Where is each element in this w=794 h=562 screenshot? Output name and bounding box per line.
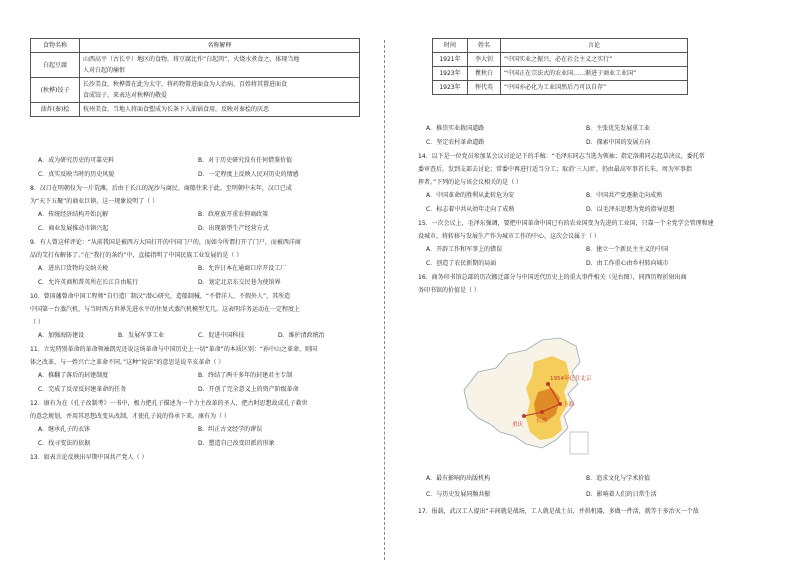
answer-option: B．对于历史研究没有任何借鉴价值: [198, 157, 293, 164]
question-text: 为“天下五聚”的商业巨镇。这一现象说明了（ ）: [30, 198, 159, 205]
table-cell: [80, 78, 360, 103]
answer-option: A．最有影响的出版机构: [426, 475, 491, 482]
answer-option: C．允许英商和普英所在长江自由航行: [38, 279, 139, 286]
beijing-marker: [546, 382, 550, 386]
question-text: 8．汉口在明朝仅为一片荒滩，后由于长江的泥沙与商民、商船往来于此。至明朝中末年，汉口已成: [30, 185, 292, 192]
table-cell: 瞿秋白: [468, 67, 501, 81]
table-row: [31, 78, 360, 103]
table-row: [31, 53, 360, 78]
table-header: 时间: [433, 39, 468, 53]
table-cell: “中国亦必化为工业国然后乃可以自存”: [501, 81, 688, 95]
chongqing-marker: [522, 414, 526, 418]
answer-option: D．维护清政统治: [278, 332, 325, 339]
answer-option: B．主张优先发展重工业: [586, 125, 651, 132]
answer-option: A．传统经济结构开始瓦解: [38, 211, 109, 218]
table-header: 姓名: [468, 39, 501, 53]
answer-option: A．进出口货物均交纳关税: [38, 265, 109, 272]
map-label-shanghai: 上海: [563, 402, 575, 408]
answer-option: A．开辟工作和军事上的错误: [426, 246, 503, 253]
answer-option: C．完成了反帝反封建革命的任务: [38, 386, 127, 393]
table-cell: “中国实业之振兴，必在社会主义之实行”: [501, 53, 688, 67]
cell-line: 长沙美食，秋桦曾在此为太守，将药物置进面食为人治病，百姓将其置进面食: [83, 81, 288, 88]
answer-option: D．划定北京东交民巷为使馆界: [198, 279, 281, 286]
question-text: 14．以下是一位党员参加某会议讨论记下的手稿：“毛泽东同志当选为领袖；指定洛甫同志起草决议，委托常: [418, 153, 705, 160]
table-cell: [80, 53, 360, 78]
question-text: 17．报载，武汉工人提出“丰间就是战场，工人就是战士员，并拱机器，多做一件活，就等于多治灭一个敌: [418, 508, 699, 515]
changsha-marker: [540, 410, 544, 414]
table-cell: 油炸(秦)桧: [31, 103, 80, 117]
question-text: 设城市，将转移与发展生产作为城市工作的中心。这次会议属于（ ）: [418, 233, 600, 240]
answer-option: B．允许日本在通商口岸开设工厂: [198, 265, 287, 272]
cell-line: 山西高平（古长平）地区的食物，将豆腐比作“白起肉”，火烧水煮食之，体现当地: [83, 56, 300, 63]
cell-line: 人对白起的痛恨: [83, 67, 126, 74]
answer-option: B．终结了两千多年的封建君主专制: [198, 372, 293, 379]
answer-option: C．找寻变法的依据: [38, 440, 91, 447]
question-text: 12．康有为在《孔子改制考》一书中，极力把孔子描述为一个力主改革的圣人，把古时思想故成孔子救世: [30, 400, 308, 407]
table-cell: (秋桦)饺子: [31, 78, 80, 103]
south-sea-inset: [570, 432, 588, 454]
answer-option: D．以毛泽东思想为党的指导思想: [586, 206, 675, 213]
answer-option: B．发展军事工业: [118, 332, 165, 339]
answer-option: A．中国革命的胜利从此转危为安: [426, 192, 515, 199]
question-text: 15．一次会议上，毛泽东强调，要把中国革命中国已有的农业国变为先进的工业国，只靠一个全党学会管理和建: [418, 220, 714, 227]
map-label-chongqing: 重庆: [512, 422, 524, 428]
answer-option: D．一定程度上反映人民对历史的情感: [198, 171, 299, 178]
question-text: 16．商务印书馆总部的历次搬迁部分与中国近代历史上的重大事件相关（见右图），同西历程折射出商: [418, 274, 687, 281]
cell-line: 食成饺子，来表达对秋桦的敬爱: [83, 92, 168, 99]
answer-option: B．中国共产党逐渐走向成熟: [586, 192, 663, 199]
answer-option: A．加强海防建设: [38, 332, 85, 339]
table-header-row: [433, 39, 688, 53]
answer-option: C．真实反映当时的历史风貌: [38, 171, 115, 178]
table-cell: 李大钊: [468, 53, 501, 67]
question-text: 中国第一台蒸汽机，与当时西方世界先进水平的往复式蒸汽机模型无几。这表明洋务运动在一定程度上: [30, 306, 301, 313]
answer-option: B．建立一个新民主主义的中国: [586, 246, 669, 253]
answer-option: B．追求文化与学术价值: [586, 475, 651, 482]
question-text: 务印书馆的价值是（ ）: [418, 287, 480, 294]
answer-option: D．探索中国的发展方向: [586, 139, 651, 146]
table-cell: 恽代英: [468, 81, 501, 95]
table-cell: 白起豆腐: [31, 53, 80, 78]
answer-option: C．坚定农村革命道路: [426, 139, 485, 146]
answer-option: A．继承孔子的衣钵: [38, 426, 91, 433]
table-cell: “中国正在宗法式的农业国……渐进于商业工业国”: [501, 67, 688, 81]
table-row: [433, 67, 688, 81]
question-text: 10．曾国藩曾命中国工程师“自行造厂制汉”潜心研究，造船制械，“不借洋人，不假外人”，其所造: [30, 293, 291, 300]
answer-option: D．开创了完全意义上的资产阶级革命: [198, 386, 299, 393]
question-text: （ ）: [30, 319, 44, 326]
question-text: 品的艾打布解体了。”在“我打的条约”中，直接指明了中国民族工业发展的是（ ）: [30, 252, 243, 259]
table-row: [31, 103, 360, 117]
china-map-figure: [456, 332, 596, 464]
table-cell: 1923年: [433, 81, 468, 95]
map-label-beijing: 1954年迁往北京: [550, 376, 592, 382]
quote-table: [432, 38, 688, 95]
table-row: [433, 81, 688, 95]
answer-option: A．成为研究历史的可靠史料: [38, 157, 115, 164]
food-name-table: [30, 38, 360, 117]
answer-option: D．塑造自己改变旧派的形象: [198, 440, 275, 447]
answer-option: D．由工作重心由乡村转向城市: [586, 260, 669, 267]
answer-option: C．创造了农民新期的局面: [426, 260, 497, 267]
question-text: 11．立宪特别革命的革命领袖凯宪还说这场革命与中国历史上一切“革命”的本质区别：“孙中山之革命，则国: [30, 346, 317, 353]
table-cell: 1921年: [433, 53, 468, 67]
answer-option: C．促进中国科技: [198, 332, 245, 339]
answer-option: A．推崇实业救国道路: [426, 125, 485, 132]
table-header-row: [31, 39, 360, 53]
answer-option: B．纠正古文经学的谬误: [198, 426, 263, 433]
answer-option: D．影响着人们的日常生活: [586, 491, 657, 498]
question-text: 挥者。”下列的论与该会议相关的是（ ）: [418, 179, 523, 186]
table-header: 食物名称: [31, 39, 80, 53]
map-label-changsha: 长沙: [536, 418, 548, 424]
question-text: 体之改革，与一姓兴亡之革命不同。”这种“说法”的意思是说辛亥革命（ ）: [30, 359, 225, 366]
table-header: 名称解释: [80, 39, 360, 53]
answer-option: C．商业发展推动市镇兴起: [38, 225, 109, 232]
question-text: 13．如表言论反映出早期中国共产党人（ ）: [30, 454, 148, 461]
table-cell: 1923年: [433, 67, 468, 81]
question-text: 委审查后，发到支部去讨论；常委中再进行适当分工；取消‘三人团’，仍由最高军事首长朱、周为军事指: [418, 166, 692, 173]
answer-option: A．推翻了落后的封建制度: [38, 372, 109, 379]
table-header: 言论: [501, 39, 688, 53]
table-row: [433, 53, 688, 67]
answer-option: C．与历史发展同频共振: [426, 491, 491, 498]
table-cell: 杭州美食，当地人将面食塑成为长条下入油锅食用，反映对秦桧的厌恶: [80, 103, 360, 117]
column-divider: [384, 40, 385, 560]
shanghai-marker: [558, 402, 562, 406]
answer-option: C．标志着中共从幼年走向了成熟: [426, 206, 515, 213]
answer-option: B．政府放开重农抑商政策: [198, 211, 269, 218]
question-text: 9．有人曾这样评论：“从前我国是被西方大国打开的中国门户的，而如今所谓打开了门户，而被西洋商: [30, 239, 301, 246]
question-text: 的意念规划，并用其思想改变从改制，才使孔子说的得承下来。康有为（ ）: [30, 413, 230, 420]
answer-option: D．出现新型生产经营方式: [198, 225, 269, 232]
